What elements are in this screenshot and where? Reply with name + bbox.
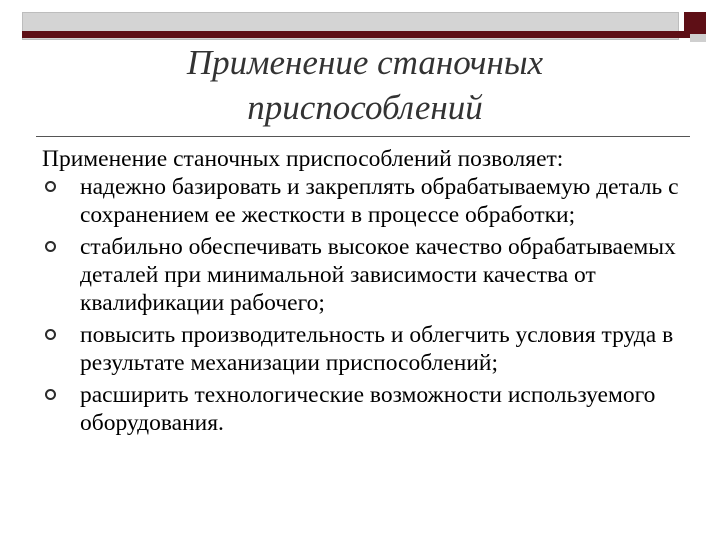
title-line-1: Применение станочных [186,43,544,82]
list-item-text: надежно базировать и закреплять обрабатываемую деталь с сохранением ее жесткости в процессе обработки; [80,174,679,228]
list-item [42,321,702,377]
hollow-circle-bullet-icon [45,181,56,192]
hollow-circle-bullet-icon [45,389,56,400]
slide-body [42,145,702,441]
list-item-text: повысить производительность и облегчить условия труда в результате механизации приспособлений; [80,322,674,376]
list-item-text: расширить технологические возможности используемого оборудования. [80,382,656,436]
hollow-circle-bullet-icon [45,241,56,252]
slide-title [130,40,600,130]
list-item [42,173,702,229]
title-line-2: приспособлений [247,88,483,127]
list-item [42,381,702,437]
title-divider [36,136,690,137]
benefits-list [42,173,702,437]
hollow-circle-bullet-icon [45,329,56,340]
corner-light-square [690,34,706,42]
corner-accent-square [684,12,706,34]
intro-text: Применение станочных приспособлений позволяет: [42,146,564,172]
list-item [42,233,702,317]
header-accent-line [22,31,691,38]
list-item-text: стабильно обеспечивать высокое качество обрабатываемых деталей при минимальной зависимости качества от квалификации рабочего; [80,234,676,316]
